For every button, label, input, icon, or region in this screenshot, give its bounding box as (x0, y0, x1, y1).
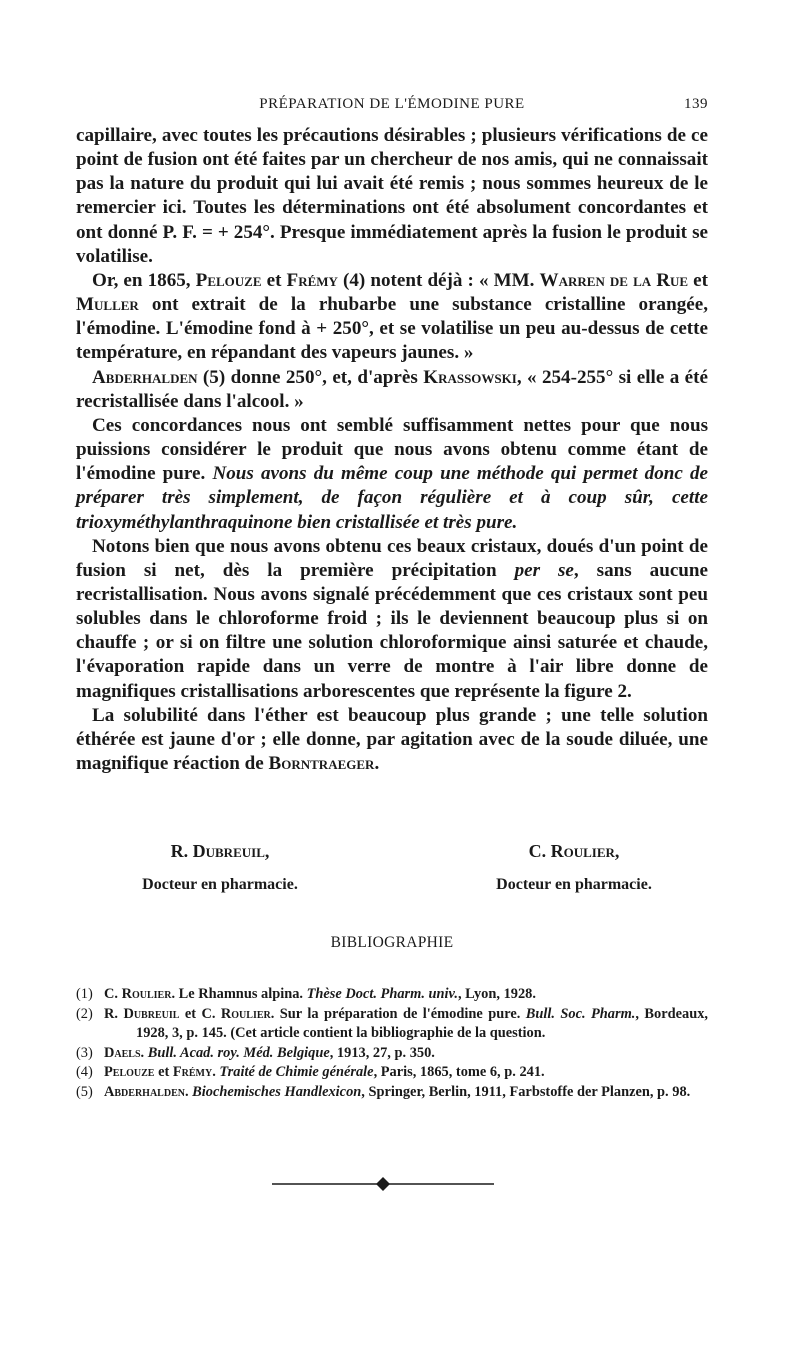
author-name: Krassowski (423, 366, 517, 388)
paragraph-1: capillaire, avec toutes les précautions désirables ; plusieurs vérifications de ce point de fusion ont été faites par un chercheur de nos amis, qui ne connaissait pas la nature du produit qui lui avait été remis ; nous sommes heureux de le remercier ici. Toutes les déterminations ont été absolument concordantes et ont donné P. F. = + 254°. Presque immédiatement après la fusion le produit se volatilise. (76, 125, 708, 267)
end-ornament-icon (272, 1176, 494, 1192)
signature-left (100, 834, 340, 902)
author-name: Frémy (286, 269, 338, 291)
paragraph-5: Notons bien que nous avons obtenu ces beaux cristaux, doués d'un point de fusion si net, dès la première précipitation per se, sans aucune recristallisation. Nous avons signalé précédemment que ces cristaux sont peu solubles dans le chloroforme froid ; ils le deviennent beaucoup plus si on chauffe ; or si on filtre une solution chloroformique ainsi saturée et chaude, l'évaporation rapide dans un verre de montre à l'air libre donne de magnifiques cristallisations arborescentes que représente la figure 2. (76, 535, 709, 702)
reference-item: (3) Daels. Bull. Acad. roy. Méd. Belgique, 1913, 27, p. 350. (76, 1044, 435, 1061)
paragraph-3: Abderhalden (5) donne 250°, et, d'après Krassowski, « 254-255° si elle a été recristallisée dans l'alcool. » (76, 366, 708, 412)
bibliography-list (76, 985, 708, 1102)
bibliography-heading: BIBLIOGRAPHIE (330, 934, 454, 951)
reference-item: (1) C. Roulier. Le Rhamnus alpina. Thèse Doct. Pharm. univ., Lyon, 1928. (76, 986, 536, 1002)
signature-right (454, 834, 694, 902)
signatory-name: C. Roulier, (528, 841, 620, 861)
author-name: Warren de la Rue (539, 269, 689, 291)
author-name: Muller (76, 294, 139, 316)
signatory-degree: Docteur en pharmacie. (142, 876, 298, 893)
page-number: 139 (684, 96, 708, 112)
paragraph-6: La solubilité dans l'éther est beaucoup plus grande ; une telle solution éthérée est jaune d'or ; elle donne, par agitation avec de la soude diluée, une magnifique réaction de Borntraeger. (76, 704, 708, 775)
reference-item: (5) Abderhalden. Biochemisches Handlexicon, Springer, Berlin, 1911, Farbstoffe der Planzen, p. 98. (76, 1083, 691, 1100)
paragraph-2: Or, en 1865, Pelouze et Frémy (4) notent déjà : « MM. Warren de la Rue et Muller ont extrait de la rhubarbe une substance cristalline orangée, l'émodine. L'émodine fond à + 250°, et se volatilise un peu au-dessus de cette température, en répandant des vapeurs jaunes. » (76, 269, 708, 364)
signatory-degree: Docteur en pharmacie. (496, 876, 652, 893)
reference-item: (4) Pelouze et Frémy. Traité de Chimie générale, Paris, 1865, tome 6, p. 241. (76, 1064, 545, 1080)
italic-emphasis: per se (514, 559, 574, 581)
author-name: Pelouze (195, 269, 262, 291)
signatures (76, 834, 708, 894)
author-name: Abderhalden (92, 366, 198, 388)
article-body (76, 124, 708, 776)
signatory-name: R. Dubreuil, (170, 841, 270, 861)
paragraph-4: Ces concordances nous ont semblé suffisamment nettes pour que nous puissions considérer le produit que nous avons obtenu comme étant de l'émodine pure. Nous avons du même coup une méthode qui permet donc de préparer très simplement, de façon régulière et à coup sûr, cette trioxyméthylanthraquinone bien cristallisée et très pure. (76, 414, 709, 533)
running-title: PRÉPARATION DE L'ÉMODINE PURE (259, 96, 525, 112)
italic-emphasis: Nous avons du même coup une méthode qui permet donc de préparer très simplement, de façon régulière et à coup sûr, cette trioxyméthylanthraquinone bien cristallisée et très pure. (76, 463, 709, 533)
reference-item: (2) R. Dubreuil et C. Roulier. Sur la préparation de l'émodine pure. Bull. Soc. Pharm., Bordeaux, 1928, 3, p. 145. (Cet article contient la bibliographie de la question. (76, 1005, 708, 1041)
author-name: Borntraeger (268, 753, 375, 775)
